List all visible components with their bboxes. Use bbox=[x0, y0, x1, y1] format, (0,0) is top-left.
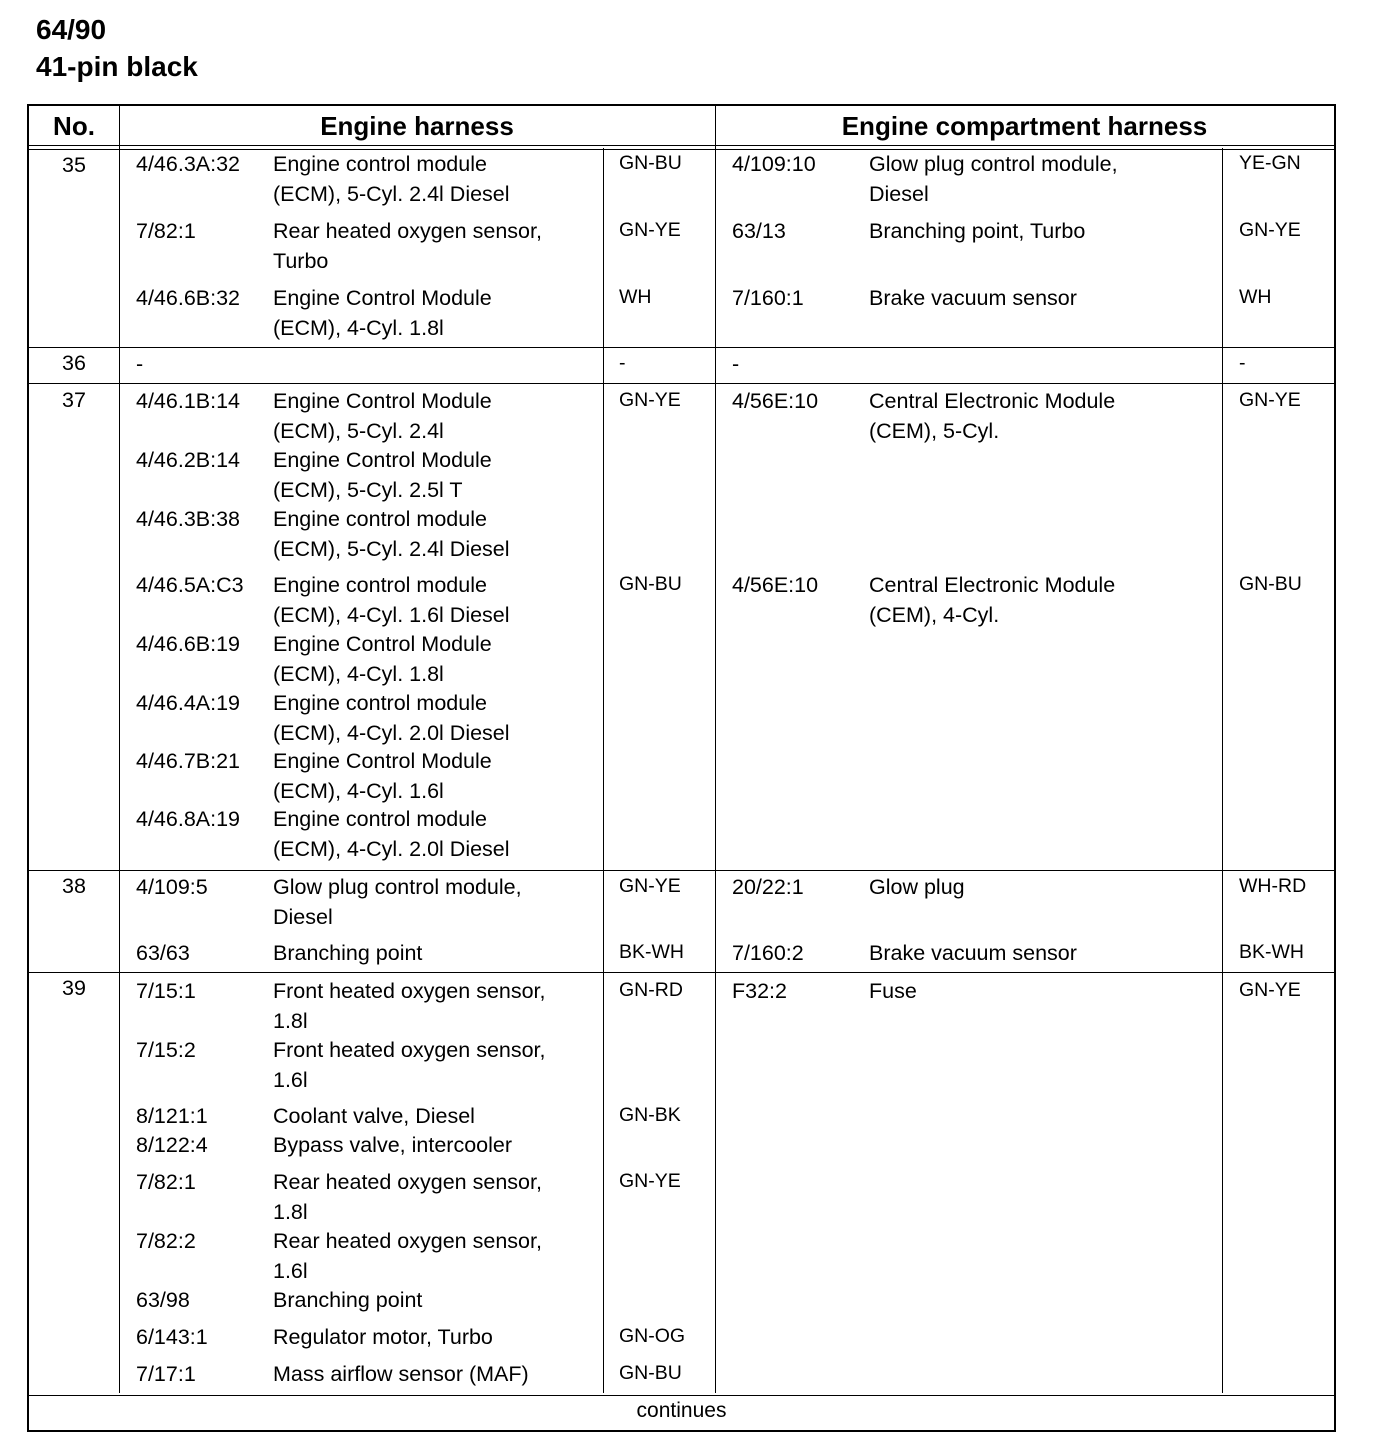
engine-component-desc: Mass airflow sensor (MAF) bbox=[273, 1362, 529, 1386]
engine-component-desc: (ECM), 4-Cyl. 2.0l Diesel bbox=[273, 720, 510, 745]
engine-component-desc: Engine control module bbox=[273, 573, 487, 597]
engine-component-desc: Engine Control Module bbox=[273, 632, 492, 656]
compartment-wire-color: YE-GN bbox=[1239, 152, 1301, 174]
engine-connector-ref: 7/15:1 bbox=[136, 979, 196, 1003]
engine-component-desc: Engine Control Module bbox=[273, 286, 492, 310]
engine-component-desc: Front heated oxygen sensor, bbox=[273, 1038, 546, 1062]
engine-wire-color: WH bbox=[619, 286, 652, 308]
row-separator bbox=[29, 347, 1334, 348]
header-no: No. bbox=[53, 111, 95, 141]
header-engine-harness: Engine harness bbox=[320, 111, 514, 141]
col-divider-engine bbox=[715, 106, 716, 1393]
engine-component-desc: 1.8l bbox=[273, 1008, 308, 1033]
engine-connector-ref: 4/46.1B:14 bbox=[136, 389, 241, 413]
engine-component-desc: (ECM), 4-Cyl. 1.8l bbox=[273, 315, 444, 340]
engine-component-desc: Coolant valve, Diesel bbox=[273, 1104, 475, 1128]
engine-component-desc: Bypass valve, intercooler bbox=[273, 1133, 512, 1157]
pin-number: 39 bbox=[62, 976, 86, 1000]
engine-component-desc: Rear heated oxygen sensor, bbox=[273, 1229, 542, 1253]
compartment-component-desc: (CEM), 4-Cyl. bbox=[869, 602, 1000, 627]
engine-component-desc: Engine Control Module bbox=[273, 448, 492, 472]
row-separator bbox=[29, 870, 1334, 871]
engine-wire-color: BK-WH bbox=[619, 941, 684, 963]
engine-wire-color: GN-BU bbox=[619, 1362, 682, 1384]
engine-component-desc: Engine control module bbox=[273, 807, 487, 831]
engine-component-desc: Regulator motor, Turbo bbox=[273, 1325, 493, 1349]
compartment-component-desc: Branching point, Turbo bbox=[869, 219, 1086, 243]
engine-connector-ref: 4/46.5A:C3 bbox=[136, 573, 244, 597]
engine-connector-ref: 8/122:4 bbox=[136, 1133, 208, 1157]
engine-component-desc: (ECM), 4-Cyl. 1.8l bbox=[273, 661, 444, 686]
col-divider-no bbox=[119, 106, 120, 1393]
engine-component-desc: (ECM), 4-Cyl. 1.6l Diesel bbox=[273, 602, 510, 627]
compartment-component-desc: Brake vacuum sensor bbox=[869, 941, 1077, 965]
compartment-component-desc: Brake vacuum sensor bbox=[869, 286, 1077, 310]
pin-table bbox=[27, 104, 1336, 1432]
compartment-component-desc: Glow plug control module, bbox=[869, 152, 1118, 176]
engine-component-desc: (ECM), 5-Cyl. 2.5l T bbox=[273, 477, 463, 502]
pin-number: 35 bbox=[62, 153, 86, 177]
compartment-connector-ref: 4/56E:10 bbox=[732, 573, 819, 597]
pin-number: 38 bbox=[62, 874, 86, 898]
engine-wire-color: GN-YE bbox=[619, 1170, 681, 1192]
engine-component-desc: Engine control module bbox=[273, 691, 487, 715]
compartment-connector-ref: 7/160:1 bbox=[732, 286, 804, 310]
compartment-wire-color: WH bbox=[1239, 286, 1272, 308]
pin-number: 36 bbox=[62, 351, 86, 375]
compartment-component-desc: Fuse bbox=[869, 979, 917, 1003]
compartment-wire-color: GN-YE bbox=[1239, 219, 1301, 241]
engine-connector-ref: 8/121:1 bbox=[136, 1104, 208, 1128]
engine-component-desc: Engine control module bbox=[273, 152, 487, 176]
engine-wire-color: - bbox=[619, 352, 626, 374]
engine-connector-ref: 7/82:2 bbox=[136, 1229, 196, 1253]
compartment-component-desc: Central Electronic Module bbox=[869, 389, 1116, 413]
engine-component-desc: 1.6l bbox=[273, 1067, 308, 1092]
compartment-wire-color: GN-YE bbox=[1239, 979, 1301, 1001]
engine-wire-color: GN-OG bbox=[619, 1325, 686, 1347]
col-divider-compartment-color bbox=[1222, 148, 1223, 1393]
compartment-connector-ref: - bbox=[732, 352, 740, 376]
compartment-component-desc: Diesel bbox=[869, 181, 929, 206]
engine-wire-color: GN-RD bbox=[619, 979, 683, 1001]
compartment-connector-ref: 4/56E:10 bbox=[732, 389, 819, 413]
compartment-component-desc: (CEM), 5-Cyl. bbox=[869, 418, 1000, 443]
header-engine-compartment-harness: Engine compartment harness bbox=[841, 111, 1208, 141]
engine-component-desc: Engine Control Module bbox=[273, 749, 492, 773]
compartment-connector-ref: 20/22:1 bbox=[732, 875, 804, 899]
engine-component-desc: Branching point bbox=[273, 1288, 423, 1312]
compartment-connector-ref: F32:2 bbox=[732, 979, 787, 1003]
engine-wire-color: GN-YE bbox=[619, 389, 681, 411]
engine-component-desc: Rear heated oxygen sensor, bbox=[273, 1170, 542, 1194]
compartment-wire-color: WH-RD bbox=[1239, 875, 1307, 897]
engine-wire-color: GN-BK bbox=[619, 1104, 681, 1126]
engine-wire-color: GN-YE bbox=[619, 875, 681, 897]
engine-wire-color: GN-BU bbox=[619, 573, 682, 595]
pin-number: 37 bbox=[62, 388, 86, 412]
engine-connector-ref: 4/46.3B:38 bbox=[136, 507, 241, 531]
engine-component-desc: 1.8l bbox=[273, 1199, 308, 1224]
engine-component-desc: Branching point bbox=[273, 941, 423, 965]
engine-component-desc: (ECM), 4-Cyl. 2.0l Diesel bbox=[273, 836, 510, 861]
engine-connector-ref: 4/46.6B:19 bbox=[136, 632, 241, 656]
engine-connector-ref: 7/82:1 bbox=[136, 1170, 196, 1194]
engine-component-desc: Engine Control Module bbox=[273, 389, 492, 413]
engine-connector-ref: 63/98 bbox=[136, 1288, 190, 1312]
engine-component-desc: Rear heated oxygen sensor, bbox=[273, 219, 542, 243]
engine-connector-ref: 63/63 bbox=[136, 941, 190, 965]
engine-component-desc: (ECM), 4-Cyl. 1.6l bbox=[273, 778, 444, 803]
engine-connector-ref: - bbox=[136, 352, 144, 376]
connector-title: 41-pin black bbox=[36, 51, 198, 82]
page-ref: 64/90 bbox=[36, 14, 107, 45]
compartment-wire-color: GN-YE bbox=[1239, 389, 1301, 411]
engine-wire-color: GN-BU bbox=[619, 152, 682, 174]
compartment-component-desc: Glow plug bbox=[869, 875, 965, 899]
compartment-wire-color: - bbox=[1239, 352, 1246, 374]
row-separator bbox=[29, 383, 1334, 384]
engine-connector-ref: 4/46.3A:32 bbox=[136, 152, 241, 176]
compartment-wire-color: GN-BU bbox=[1239, 573, 1302, 595]
engine-component-desc: (ECM), 5-Cyl. 2.4l bbox=[273, 418, 444, 443]
row-separator bbox=[29, 972, 1334, 973]
engine-connector-ref: 7/82:1 bbox=[136, 219, 196, 243]
engine-connector-ref: 4/46.2B:14 bbox=[136, 448, 241, 472]
header-rule-top bbox=[29, 145, 1334, 146]
engine-connector-ref: 7/17:1 bbox=[136, 1362, 196, 1386]
engine-component-desc: Diesel bbox=[273, 904, 333, 929]
engine-component-desc: Glow plug control module, bbox=[273, 875, 522, 899]
engine-wire-color: GN-YE bbox=[619, 219, 681, 241]
engine-component-desc: 1.6l bbox=[273, 1258, 308, 1283]
engine-component-desc: Turbo bbox=[273, 248, 329, 273]
compartment-connector-ref: 63/13 bbox=[732, 219, 786, 243]
engine-component-desc: (ECM), 5-Cyl. 2.4l Diesel bbox=[273, 181, 510, 206]
compartment-connector-ref: 4/109:10 bbox=[732, 152, 816, 176]
compartment-connector-ref: 7/160:2 bbox=[732, 941, 804, 965]
engine-connector-ref: 6/143:1 bbox=[136, 1325, 208, 1349]
engine-connector-ref: 4/46.4A:19 bbox=[136, 691, 241, 715]
col-divider-engine-color bbox=[603, 148, 604, 1393]
engine-connector-ref: 7/15:2 bbox=[136, 1038, 196, 1062]
engine-component-desc: (ECM), 5-Cyl. 2.4l Diesel bbox=[273, 536, 510, 561]
engine-component-desc: Front heated oxygen sensor, bbox=[273, 979, 546, 1003]
compartment-wire-color: BK-WH bbox=[1239, 941, 1304, 963]
engine-connector-ref: 4/46.6B:32 bbox=[136, 286, 241, 310]
engine-component-desc: Engine control module bbox=[273, 507, 487, 531]
engine-connector-ref: 4/109:5 bbox=[136, 875, 208, 899]
compartment-component-desc: Central Electronic Module bbox=[869, 573, 1116, 597]
continues-note: continues bbox=[636, 1399, 727, 1422]
engine-connector-ref: 4/46.8A:19 bbox=[136, 807, 241, 831]
engine-connector-ref: 4/46.7B:21 bbox=[136, 749, 241, 773]
